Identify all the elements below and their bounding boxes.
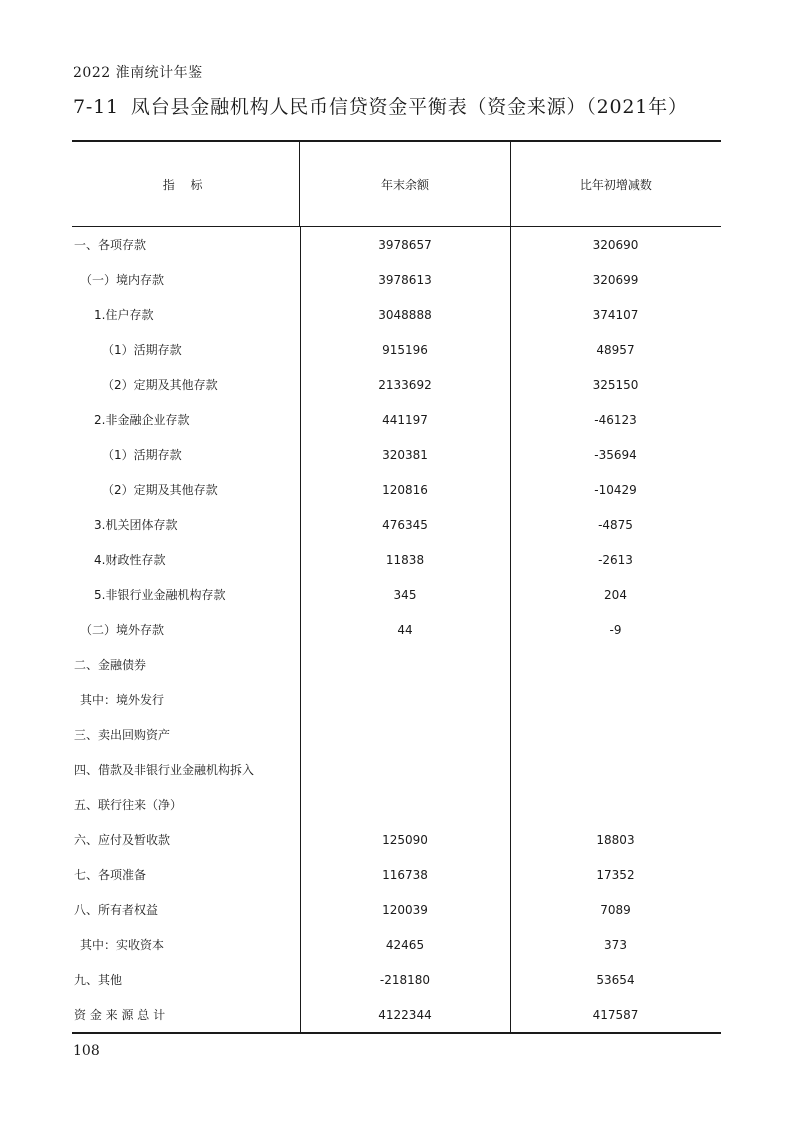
row-label: 一、各项存款 (74, 238, 147, 252)
row-label: 九、其他 (74, 973, 123, 987)
row-change: 325150 (592, 377, 639, 392)
row-label: 六、应付及暂收款 (74, 833, 171, 847)
table-row (72, 752, 721, 787)
table-body (72, 227, 721, 1032)
row-change: 417587 (592, 1007, 639, 1022)
row-label: 四、借款及非银行业金融机构拆入 (74, 763, 255, 777)
row-year-end-balance: 3978613 (378, 272, 432, 287)
row-year-end-balance: 441197 (382, 412, 428, 427)
row-label: （1）活期存款 (102, 448, 182, 462)
row-label: 4.财政性存款 (94, 553, 166, 567)
row-year-end-balance: 42465 (385, 937, 425, 952)
row-change: 373 (604, 937, 627, 952)
page-number: 108 (73, 1043, 100, 1059)
table-row (72, 297, 721, 332)
table-row (72, 437, 721, 472)
row-year-end-balance: 4122344 (378, 1007, 432, 1022)
row-label: 七、各项准备 (74, 868, 147, 882)
table-title-text: 凤台县金融机构人民币信贷资金平衡表（资金来源）（2021年） (130, 96, 688, 118)
row-year-end-balance: 120039 (382, 902, 428, 917)
table-row (72, 892, 721, 927)
row-year-end-balance: 320381 (382, 447, 428, 462)
row-change: 320690 (592, 237, 639, 252)
row-change: 204 (604, 587, 627, 602)
table-row (72, 542, 721, 577)
row-label: 五、联行往来（净） (74, 798, 183, 812)
table-row (72, 227, 721, 262)
row-change: 18803 (596, 832, 635, 847)
table-number: 7-11 (73, 96, 119, 118)
header-change-from-start: 比年初增减数 (510, 142, 721, 226)
row-change: 53654 (596, 972, 635, 987)
table-row (72, 647, 721, 682)
row-year-end-balance: 120816 (382, 482, 428, 497)
row-year-end-balance: 476345 (382, 517, 428, 532)
row-change: 17352 (596, 867, 635, 882)
row-change: -46123 (594, 412, 637, 427)
table-row (72, 402, 721, 437)
row-label: 二、金融债券 (74, 658, 147, 672)
table-row (72, 857, 721, 892)
row-change: -2613 (598, 552, 633, 567)
header-year-end-balance: 年末余额 (299, 142, 509, 226)
row-label: 1.住户存款 (94, 308, 154, 322)
row-label: 其中：实收资本 (80, 938, 165, 952)
row-year-end-balance: 2133692 (378, 377, 432, 392)
row-label: 资 金 来 源 总 计 (74, 1008, 166, 1022)
row-label: 其中：境外发行 (80, 693, 165, 707)
row-year-end-balance: 125090 (382, 832, 428, 847)
row-label: 5.非银行业金融机构存款 (94, 588, 226, 602)
row-label: 八、所有者权益 (74, 903, 159, 917)
table-row (72, 997, 721, 1032)
row-label: 3.机关团体存款 (94, 518, 178, 532)
table-row (72, 332, 721, 367)
table-row (72, 472, 721, 507)
row-change: 320699 (592, 272, 639, 287)
table-row (72, 262, 721, 297)
table-title (73, 92, 688, 119)
table-row (72, 787, 721, 822)
row-label: 2.非金融企业存款 (94, 413, 190, 427)
row-year-end-balance: 345 (393, 587, 417, 602)
row-label: （二）境外存款 (80, 623, 165, 637)
table-row (72, 717, 721, 752)
table-row (72, 822, 721, 857)
row-label: （2）定期及其他存款 (102, 378, 218, 392)
table-row (72, 612, 721, 647)
row-year-end-balance: 3978657 (378, 237, 432, 252)
row-label: （1）活期存款 (102, 343, 182, 357)
row-change: -35694 (594, 447, 637, 462)
table-row (72, 367, 721, 402)
row-year-end-balance: 116738 (382, 867, 428, 882)
row-label: （一）境内存款 (80, 273, 165, 287)
table-row (72, 962, 721, 997)
row-change: 374107 (592, 307, 639, 322)
table-row (72, 927, 721, 962)
row-year-end-balance: 11838 (385, 552, 425, 567)
table-row (72, 682, 721, 717)
row-year-end-balance: -218180 (379, 972, 431, 987)
row-change: 7089 (600, 902, 631, 917)
table-header (72, 142, 721, 227)
header-indicator: 指 标 (162, 177, 209, 192)
row-label: 三、卖出回购资产 (74, 728, 171, 742)
table-row (72, 507, 721, 542)
row-year-end-balance: 915196 (382, 342, 428, 357)
row-year-end-balance: 44 (397, 622, 413, 637)
row-change: 48957 (596, 342, 635, 357)
book-title: 2022 淮南统计年鉴 (73, 65, 203, 81)
row-year-end-balance: 3048888 (378, 307, 432, 322)
row-label: （2）定期及其他存款 (102, 483, 218, 497)
table-row (72, 577, 721, 612)
row-change: -9 (609, 622, 622, 637)
balance-table (72, 140, 721, 1034)
row-change: -4875 (598, 517, 633, 532)
row-change: -10429 (594, 482, 637, 497)
